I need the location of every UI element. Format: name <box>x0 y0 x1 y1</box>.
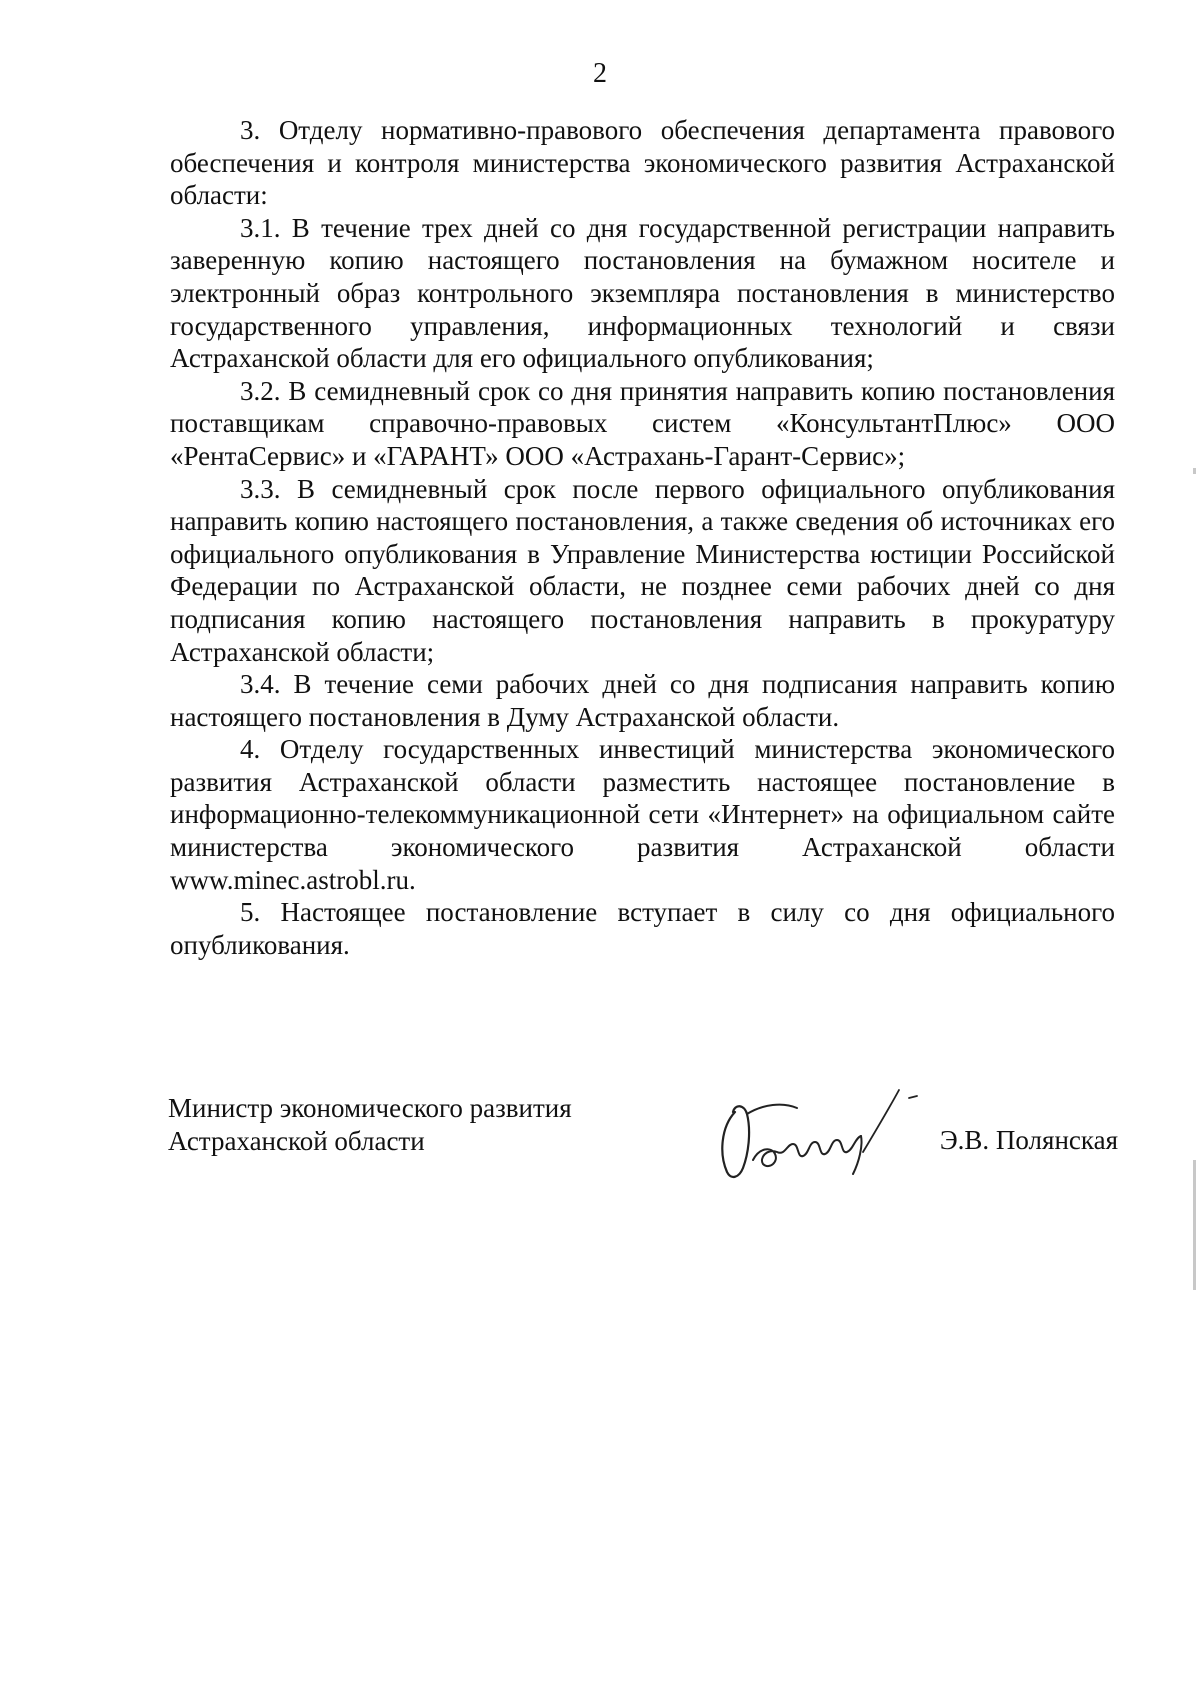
signer-position <box>168 1092 688 1157</box>
scan-artifact <box>1193 468 1196 474</box>
paragraph-item-3-2: 3.2. В семидневный срок со дня принятия направить копию постановления поставщикам справочно-правовых систем «КонсультантПлюс» ООО «РентаСервис» и «ГАРАНТ» ООО «Астрахань-Гарант-Сервис»; <box>170 375 1115 471</box>
paragraph-item-5: 5. Настоящее постановление вступает в силу со дня официального опубликования. <box>170 897 1115 960</box>
paragraph-item-3: 3. Отделу нормативно-правового обеспечения департамента правового обеспечения и контроля министерства экономического развития Астраханской области: <box>170 115 1115 211</box>
handwritten-signature <box>713 1082 943 1192</box>
signature-block <box>168 1092 1118 1202</box>
page-number: 2 <box>593 58 607 89</box>
paragraph-item-4: 4. Отделу государственных инвестиций министерства экономического развития Астраханской области разместить настоящее постановление в информационно-телекоммуникационной сети «Интернет» на официальном сайте министерства экономического развития Астраханской области www.minec.astrobl.ru. <box>170 734 1115 895</box>
paragraph-item-3-1: 3.1. В течение трех дней со дня государственной регистрации направить заверенную копию настоящего постановления на бумажном носителе и электронный образ контрольного экземпляра постановления в министерство государственного управления, информационных технологий и связи Астраханской области для его официального опубликования; <box>170 212 1115 374</box>
document-body <box>170 114 1115 961</box>
signer-position-line-2: Астраханской области <box>168 1125 425 1156</box>
signer-name: Э.В. Полянская <box>939 1125 1118 1155</box>
paragraph-item-3-4: 3.4. В течение семи рабочих дней со дня подписания направить копию настоящего постановления в Думу Астраханской области. <box>170 669 1115 732</box>
signer-position-line-1: Министр экономического развития <box>168 1093 572 1123</box>
scan-artifact <box>1193 1160 1196 1290</box>
paragraph-item-3-3: 3.3. В семидневный срок после первого официального опубликования направить копию настоящего постановления, а также сведения об источниках его официального опубликования в Управление Министерства юстиции Российской Федерации по Астраханской области, не позднее семи рабочих дней со дня подписания копию настоящего постановления направить в прокуратуру Астраханской области; <box>170 473 1115 667</box>
